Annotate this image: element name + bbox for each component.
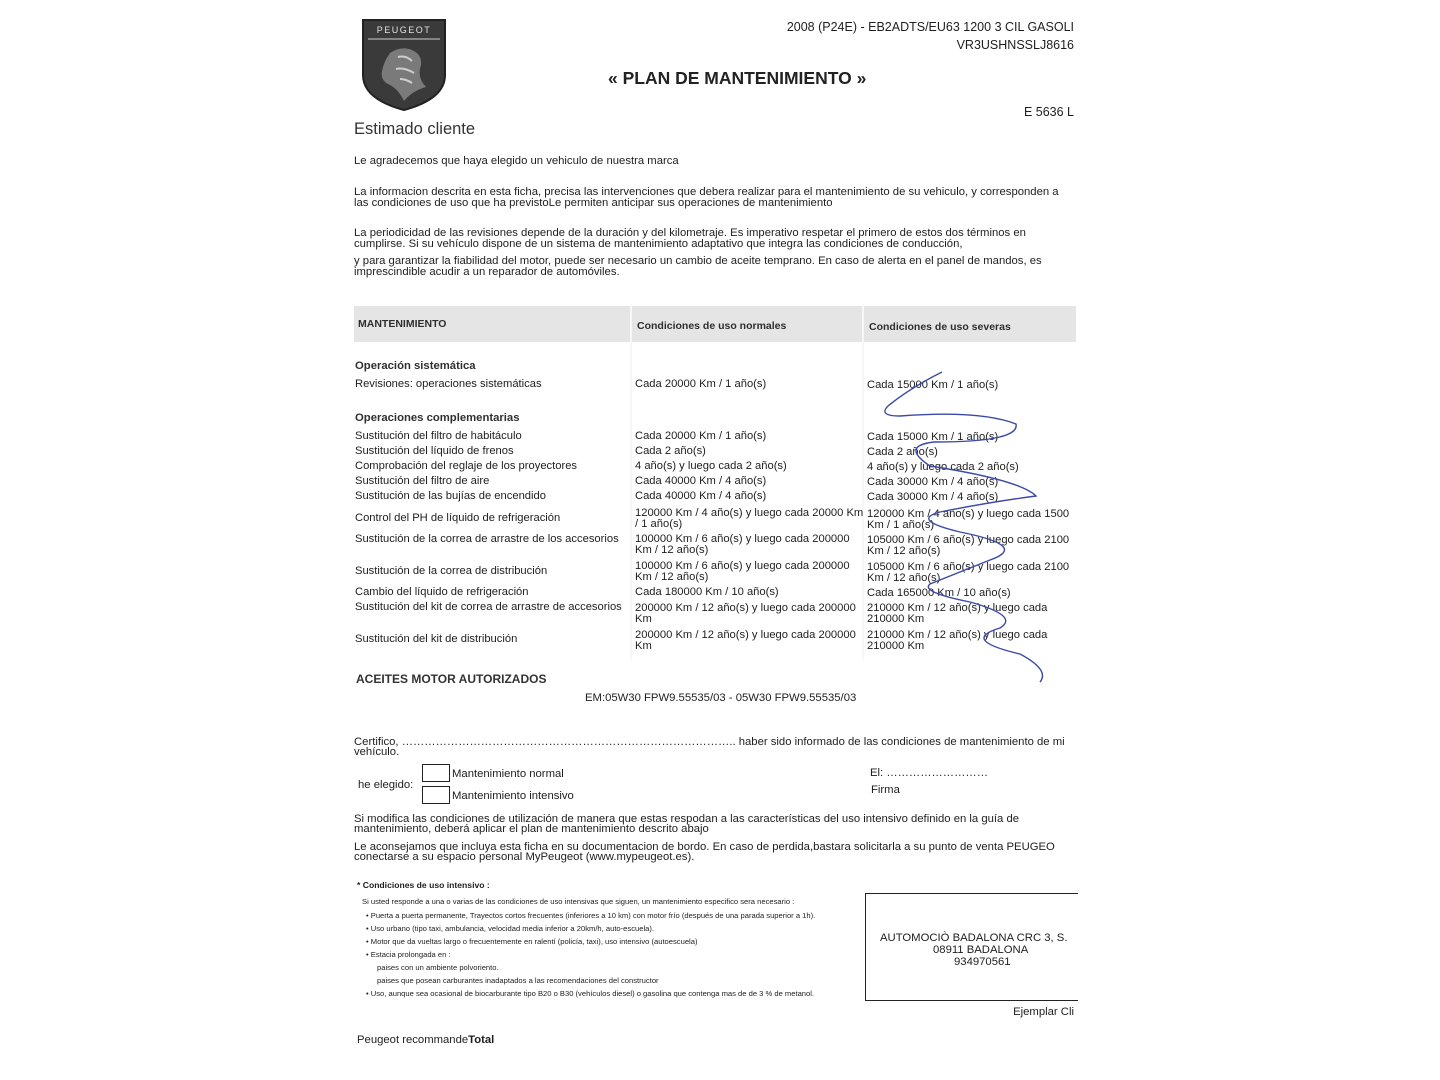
section-systematic: Operación sistemática bbox=[355, 360, 476, 372]
col-header-severe: Condiciones de uso severas bbox=[869, 321, 1011, 333]
vehicle-model: 2008 (P24E) - EB2ADTS/EU63 1200 3 CIL GASOLI bbox=[786, 20, 1074, 34]
intensive-item: • Uso urbano (tipo taxi, ambulancia, velocidad media inferior a 20km/h, auto-escuela). bbox=[366, 924, 654, 933]
col-header-normal: Condiciones de uso normales bbox=[637, 320, 787, 332]
col-header-maintenance: MANTENIMIENTO bbox=[358, 318, 447, 330]
row-severe: Cada 165000 Km / 10 año(s) bbox=[867, 588, 1011, 599]
row-label: Comprobación del reglaje de los proyectores bbox=[355, 460, 578, 472]
option-intensive-label: Mantenimiento intensivo bbox=[452, 790, 574, 802]
row-severe: 210000 Km / 12 año(s) y luego cada 210000 Km bbox=[867, 603, 1048, 625]
oils-value: EM:05W30 FPW9.55535/03 - 05W30 FPW9.55535/03 bbox=[585, 692, 857, 704]
intensive-intro: Si usted responde a una o varias de las condiciones de uso intensivas que siguen, un mantenimiento especifico sera necesario : bbox=[362, 897, 795, 906]
row-normal: Cada 40000 Km / 4 año(s) bbox=[635, 490, 767, 502]
row-normal: 4 año(s) y luego cada 2 año(s) bbox=[635, 460, 787, 472]
row-normal: 100000 Km / 6 año(s) y luego cada 200000 Km / 12 año(s) bbox=[635, 533, 850, 556]
row-label: Revisiones: operaciones sistemáticas bbox=[355, 378, 542, 390]
intensive-title: * Condiciones de uso intensivo : bbox=[357, 880, 490, 890]
row-normal: 200000 Km / 12 año(s) y luego cada 200000 Km bbox=[635, 602, 856, 625]
row-label: Sustitución del filtro de aire bbox=[355, 475, 490, 487]
row-normal: 120000 Km / 4 año(s) y luego cada 20000 Km / 1 año(s) bbox=[635, 507, 864, 530]
row-normal: Cada 20000 Km / 1 año(s) bbox=[635, 378, 767, 390]
row-normal: 100000 Km / 6 año(s) y luego cada 200000 Km / 12 año(s) bbox=[635, 560, 850, 583]
certify-line1: Certifico, …………………………………………………………………………….. haber sido informado de las condiciones de mantenimiento de mi bbox=[354, 737, 1065, 748]
intensive-item: • Uso, aunque sea ocasional de biocarburante tipo B20 o B30 (vehículos diesel) o gasolina que contenga mas de de 3 % de metanol. bbox=[366, 989, 815, 998]
row-severe: Cada 30000 Km / 4 año(s) bbox=[867, 492, 999, 503]
row-normal: Cada 180000 Km / 10 año(s) bbox=[635, 586, 779, 598]
copy-label: Ejemplar Cli bbox=[1013, 1006, 1074, 1018]
handwritten-scribble bbox=[870, 370, 1050, 690]
table-header bbox=[354, 306, 1076, 342]
vehicle-vin: VR3USHNSSLJ8616 bbox=[956, 38, 1074, 52]
intro-info-line2: las condiciones de uso que ha previstoLe permiten anticipar sus operaciones de mantenimiento bbox=[354, 198, 833, 209]
row-severe: Cada 15000 Km / 1 año(s) bbox=[867, 432, 999, 443]
row-label: Sustitución del líquido de frenos bbox=[355, 445, 514, 457]
intro-period-line4: imprescindible acudir a un reparador de automóviles. bbox=[354, 267, 620, 278]
row-label: Sustitución de la correa de arrastre de los accesorios bbox=[355, 533, 619, 545]
note-intensive-line2: mantenimiento, deberá aplicar el plan de mantenimiento descrito abajo bbox=[354, 824, 709, 835]
footer-brand-total: Total bbox=[468, 1034, 495, 1046]
row-severe: 210000 Km / 12 año(s) y luego cada 210000 Km bbox=[867, 630, 1048, 652]
row-label: Cambio del líquido de refrigeración bbox=[355, 586, 529, 598]
footer-brand bbox=[357, 1034, 494, 1046]
dealer-phone: 934970561 bbox=[954, 956, 1011, 968]
row-severe-line1: 120000 Km / 4 año(s) y luego cada 1500 bbox=[867, 509, 1070, 520]
row-label: Sustitución del kit de distribución bbox=[355, 633, 518, 645]
footer-brand-prefix: Peugeot recommande bbox=[357, 1034, 469, 1046]
page-title: « PLAN DE MANTENIMIENTO » bbox=[608, 68, 867, 88]
greeting: Estimado cliente bbox=[354, 120, 476, 138]
checkbox-intensive[interactable] bbox=[422, 786, 450, 804]
row-normal: Cada 2 año(s) bbox=[635, 445, 706, 457]
intensive-item: • Estacia prolongada en : bbox=[366, 950, 451, 959]
date-field: El: ……………………… bbox=[870, 767, 988, 779]
row-label: Sustitución de las bujías de encendido bbox=[355, 490, 546, 502]
row-severe: Cada 15000 Km / 1 año(s) bbox=[867, 380, 999, 391]
note-onboard-line2: conectarse a su espacio personal MyPeugeot (www.mypeugeot.es). bbox=[354, 852, 695, 863]
intensive-item: • Motor que da vueltas largo o frecuentemente en ralentí (policía, taxi), uso intensivo (autoescuela) bbox=[366, 937, 698, 946]
signature-label: Firma bbox=[871, 784, 900, 796]
row-severe: Cada 2 año(s) bbox=[867, 447, 938, 458]
row-normal: 200000 Km / 12 año(s) y luego cada 200000 Km bbox=[635, 629, 856, 652]
intensive-item: • Puerta a puerta permanente, Trayectos cortos frecuentes (inferiores a 10 km) con motor frío (después de una parada superior a 1h). bbox=[366, 911, 816, 920]
note-onboard-line1: Le aconsejamos que incluya esta ficha en su documentacion de bordo. En caso de perdida,bastara solicitarla a su punto de venta PEUGEO bbox=[354, 842, 1055, 853]
intro-period-line1: La periodicidad de las revisiones depende de la duración y del kilometraje. Es imperativo respetar el primero de estos dos términos en bbox=[354, 228, 1026, 239]
row-severe-line1: 105000 Km / 6 año(s) y luego cada 2100 bbox=[867, 535, 1070, 546]
row-severe-line2: Km / 12 año(s) bbox=[867, 546, 941, 557]
chosen-label: he elegido: bbox=[358, 779, 414, 791]
peugeot-logo bbox=[360, 17, 448, 112]
row-normal: Cada 40000 Km / 4 año(s) bbox=[635, 475, 767, 487]
certify-line2: vehículo. bbox=[354, 747, 400, 758]
row-label: Sustitución del kit de correa de arrastre de accesorios bbox=[355, 601, 622, 613]
row-severe-line2: Km / 1 año(s) bbox=[867, 520, 935, 531]
intro-info-line1: La informacion descrita en esta ficha, precisa las intervenciones que debera realizar para el mantenimiento de su vehiculo, y corresponden a bbox=[354, 187, 1059, 198]
intro-period-line2: cumplirse. Si su vehículo dispone de un sistema de mantenimiento adaptativo que integra las condiciones de conducción, bbox=[354, 239, 963, 250]
row-severe: 4 año(s) y luego cada 2 año(s) bbox=[867, 462, 1019, 473]
row-severe-line1: 105000 Km / 6 año(s) y luego cada 2100 bbox=[867, 562, 1070, 573]
note-intensive-line1: Si modifica las condiciones de utilización de manera que estas respodan a las características del uso intensivo definido en la guía de bbox=[354, 814, 1020, 825]
intensive-subitem: paises con un ambiente polvoriento. bbox=[377, 963, 499, 972]
row-severe-line2: Km / 12 año(s) bbox=[867, 573, 941, 584]
oils-title: ACEITES MOTOR AUTORIZADOS bbox=[356, 672, 547, 686]
row-normal: Cada 20000 Km / 1 año(s) bbox=[635, 430, 767, 442]
intro-thanks: Le agradecemos que haya elegido un vehiculo de nuestra marca bbox=[354, 156, 679, 167]
column-divider bbox=[630, 306, 632, 660]
dealer-box bbox=[865, 893, 1078, 1001]
row-severe: Cada 30000 Km / 4 año(s) bbox=[867, 477, 999, 488]
intro-period-line3: y para garantizar la fiabilidad del motor, puede ser necesario un cambio de aceite temprano. En caso de alerta en el panel de mandos, es bbox=[354, 256, 1042, 267]
document-ref: E 5636 L bbox=[1023, 105, 1074, 119]
section-complementary: Operaciones complementarias bbox=[355, 412, 520, 424]
intensive-subitem: paises que posean carburantes inadaptados a las recomendaciones del constructor bbox=[377, 976, 659, 985]
option-normal-label: Mantenimiento normal bbox=[452, 768, 564, 780]
row-label: Sustitución del filtro de habitáculo bbox=[355, 430, 522, 442]
dealer-name: AUTOMOCIÒ BADALONA CRC 3, S. bbox=[880, 932, 1068, 944]
checkbox-normal[interactable] bbox=[422, 764, 450, 782]
row-label: Sustitución de la correa de distribución bbox=[355, 565, 548, 577]
row-label: Control del PH de líquido de refrigeración bbox=[355, 512, 561, 524]
dealer-city: 08911 BADALONA bbox=[933, 944, 1029, 956]
logo-wordmark: PEUGEOT bbox=[376, 25, 432, 35]
